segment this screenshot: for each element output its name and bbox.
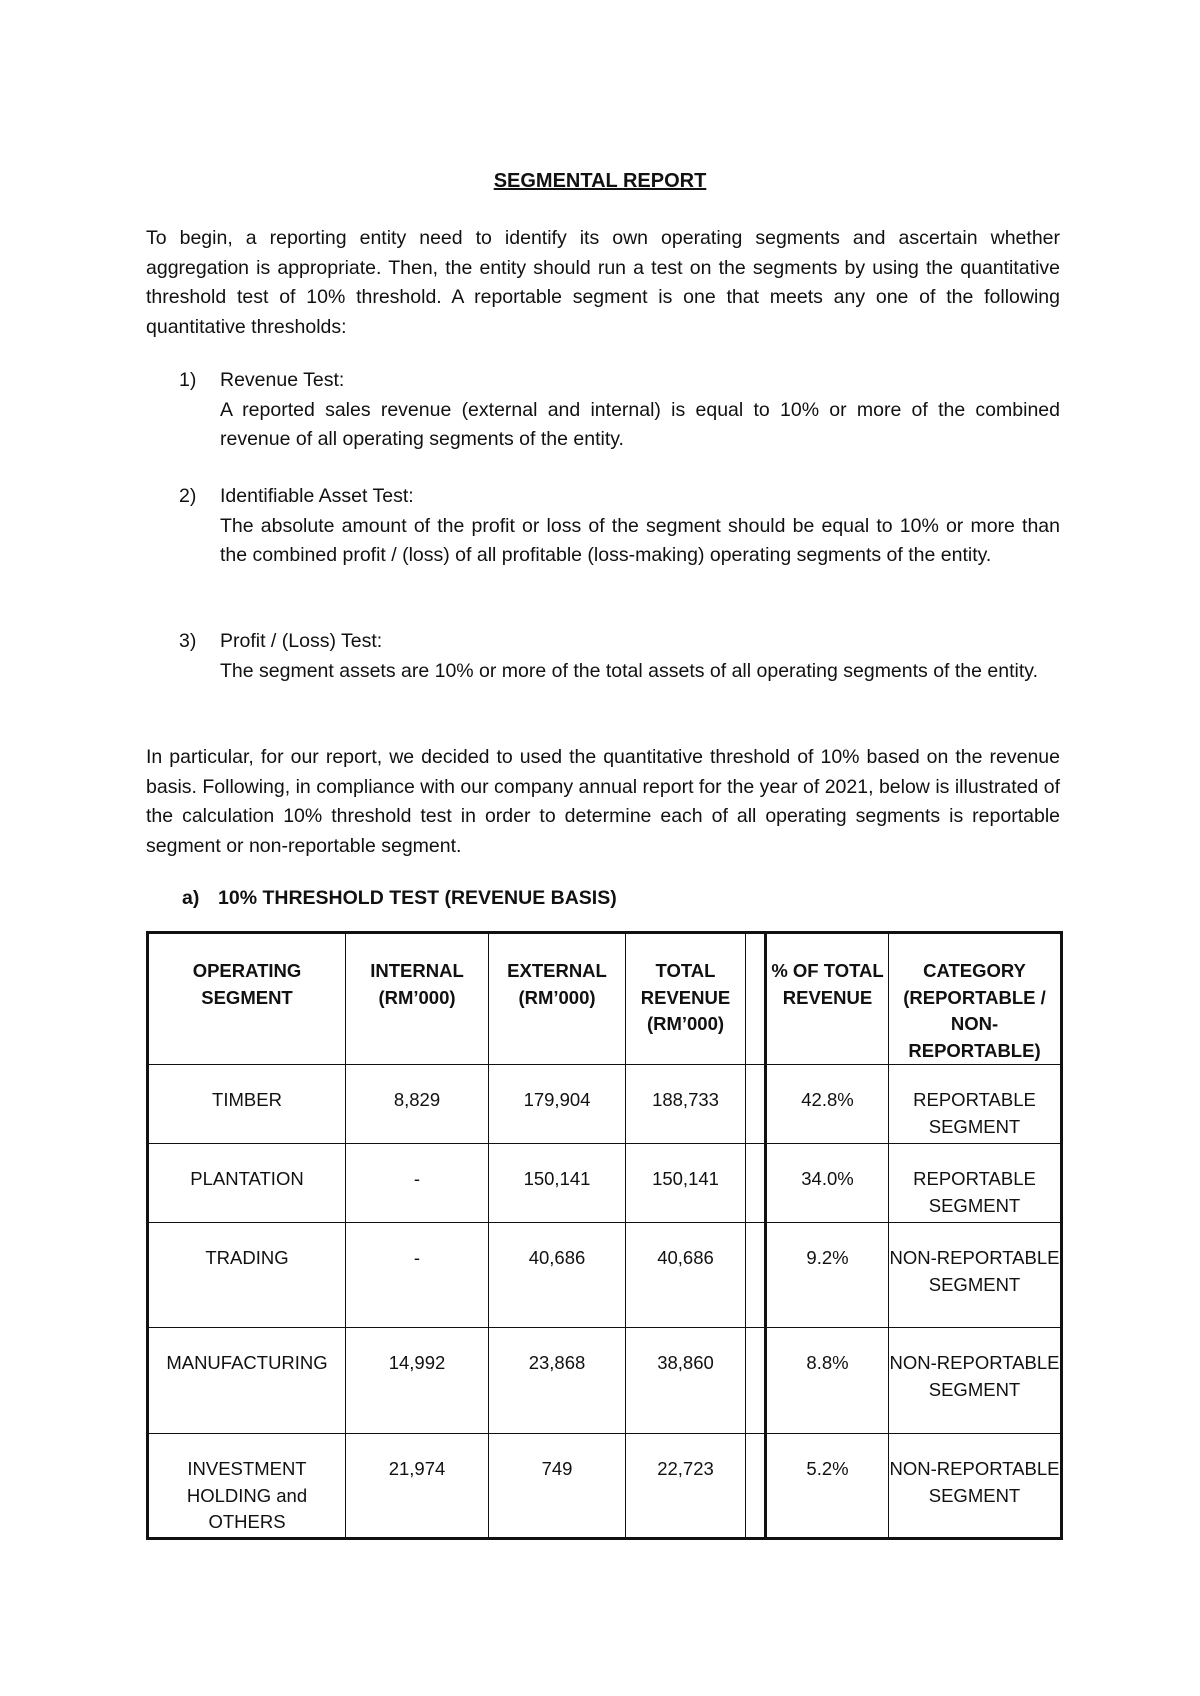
header-category: CATEGORY (REPORTABLE / NON-REPORTABLE) bbox=[889, 933, 1062, 1065]
test-item-number: 2) bbox=[179, 485, 197, 507]
threshold-table-wrapper bbox=[146, 931, 1060, 1540]
column-separator bbox=[746, 1434, 766, 1539]
cell-total: 40,686 bbox=[626, 1223, 746, 1328]
cell-external: 749 bbox=[489, 1434, 626, 1539]
section-heading bbox=[182, 887, 617, 910]
test-item-heading: Identifiable Asset Test: bbox=[220, 485, 414, 507]
cell-total: 22,723 bbox=[626, 1434, 746, 1539]
table-row bbox=[148, 1144, 1062, 1223]
cell-external: 179,904 bbox=[489, 1065, 626, 1144]
cell-internal: - bbox=[346, 1223, 489, 1328]
cell-internal: 8,829 bbox=[346, 1065, 489, 1144]
cell-category: NON-REPORTABLE SEGMENT bbox=[889, 1328, 1062, 1434]
cell-percent: 8.8% bbox=[766, 1328, 889, 1434]
cell-segment: PLANTATION bbox=[148, 1144, 346, 1223]
header-percent-of-total: % OF TOTAL REVENUE bbox=[766, 933, 889, 1065]
cell-percent: 5.2% bbox=[766, 1434, 889, 1539]
cell-segment: INVESTMENT HOLDING and OTHERS bbox=[148, 1434, 346, 1539]
test-item-revenue bbox=[146, 366, 1060, 455]
column-separator bbox=[746, 933, 766, 1065]
cell-internal: 21,974 bbox=[346, 1434, 489, 1539]
header-operating-segment: OPERATING SEGMENT bbox=[148, 933, 346, 1065]
cell-percent: 34.0% bbox=[766, 1144, 889, 1223]
page-title: SEGMENTAL REPORT bbox=[493, 170, 707, 192]
column-separator bbox=[746, 1065, 766, 1144]
table-row bbox=[148, 1223, 1062, 1328]
header-external: EXTERNAL (RM’000) bbox=[489, 933, 626, 1065]
cell-internal: - bbox=[346, 1144, 489, 1223]
test-item-identifiable-asset bbox=[146, 482, 1060, 571]
test-item-description: The absolute amount of the profit or loss of the segment should be equal to 10% or more than the combined profit / (loss) of all profitable (loss-making) operating segments of the entity. bbox=[220, 514, 1060, 566]
cell-external: 40,686 bbox=[489, 1223, 626, 1328]
cell-percent: 42.8% bbox=[766, 1065, 889, 1144]
cell-external: 23,868 bbox=[489, 1328, 626, 1434]
cell-internal: 14,992 bbox=[346, 1328, 489, 1434]
cell-segment: MANUFACTURING bbox=[148, 1328, 346, 1434]
cell-category: REPORTABLE SEGMENT bbox=[889, 1144, 1062, 1223]
cell-external: 150,141 bbox=[489, 1144, 626, 1223]
section-title: 10% THRESHOLD TEST (REVENUE BASIS) bbox=[218, 887, 617, 909]
cell-segment: TIMBER bbox=[148, 1065, 346, 1144]
test-item-description: A reported sales revenue (external and internal) is equal to 10% or more of the combined revenue of all operating segments of the entity. bbox=[220, 398, 1060, 450]
intro-paragraph: To begin, a reporting entity need to identify its own operating segments and ascertain whether aggregation is appropriate. Then, the entity should run a test on the segments by using the quantitative threshold test of 10% threshold. A reportable segment is one that meets any one of the following quantitative thresholds: bbox=[146, 227, 1060, 338]
section-letter: a) bbox=[182, 887, 200, 909]
test-item-number: 1) bbox=[179, 369, 197, 391]
column-separator bbox=[746, 1328, 766, 1434]
test-item-profit-loss bbox=[146, 627, 1060, 686]
table-header-row bbox=[148, 933, 1062, 1065]
cell-category: REPORTABLE SEGMENT bbox=[889, 1065, 1062, 1144]
cell-segment: TRADING bbox=[148, 1223, 346, 1328]
cell-category: NON-REPORTABLE SEGMENT bbox=[889, 1434, 1062, 1539]
test-item-heading: Revenue Test: bbox=[220, 369, 345, 391]
table-row bbox=[148, 1065, 1062, 1144]
test-item-number: 3) bbox=[179, 630, 197, 652]
column-separator bbox=[746, 1223, 766, 1328]
closing-paragraph: In particular, for our report, we decided to used the quantitative threshold of 10% based on the revenue basis. Following, in compliance with our company annual report for the year of 2021, below is illustrated of the calculation 10% threshold test in order to determine each of all operating segments is reportable segment or non-reportable segment. bbox=[146, 746, 1060, 857]
cell-total: 150,141 bbox=[626, 1144, 746, 1223]
cell-total: 38,860 bbox=[626, 1328, 746, 1434]
cell-total: 188,733 bbox=[626, 1065, 746, 1144]
header-total-revenue: TOTAL REVENUE (RM’000) bbox=[626, 933, 746, 1065]
column-separator bbox=[746, 1144, 766, 1223]
header-internal: INTERNAL (RM’000) bbox=[346, 933, 489, 1065]
test-item-heading: Profit / (Loss) Test: bbox=[220, 630, 383, 652]
cell-category: NON-REPORTABLE SEGMENT bbox=[889, 1223, 1062, 1328]
cell-percent: 9.2% bbox=[766, 1223, 889, 1328]
table-row bbox=[148, 1434, 1062, 1539]
test-item-description: The segment assets are 10% or more of the total assets of all operating segments of the entity. bbox=[220, 659, 1038, 682]
threshold-test-table bbox=[146, 931, 1063, 1540]
table-row bbox=[148, 1328, 1062, 1434]
